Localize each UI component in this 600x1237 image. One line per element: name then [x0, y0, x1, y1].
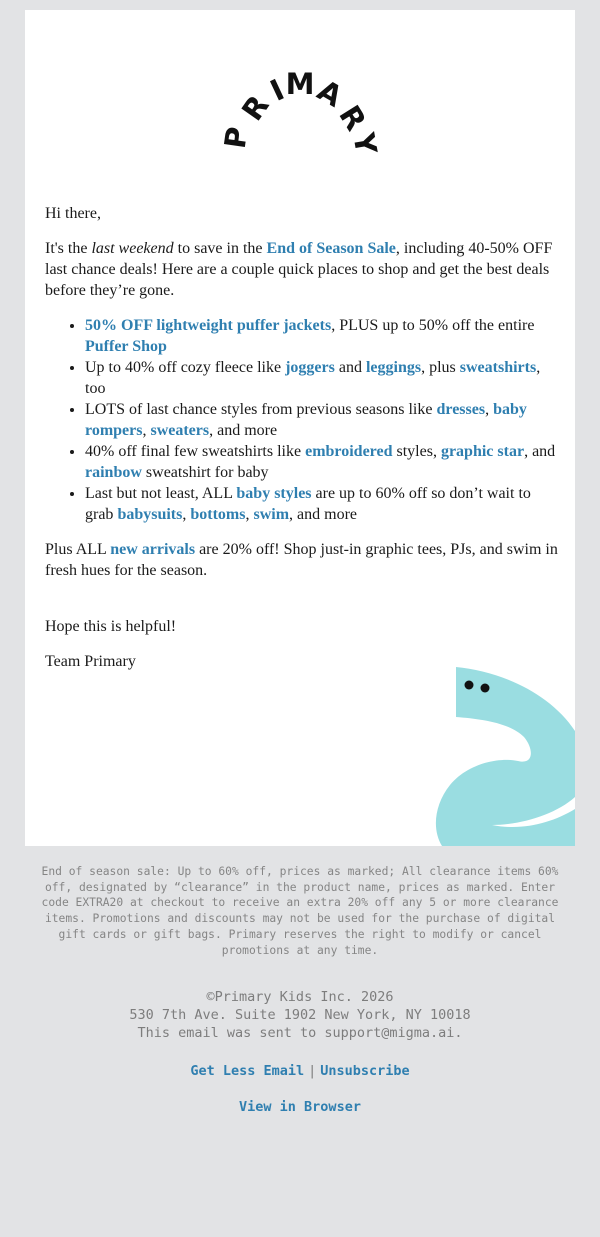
primary-logo[interactable] — [25, 10, 575, 190]
unsubscribe-link[interactable]: Unsubscribe — [320, 1063, 410, 1079]
greeting: Hi there, — [45, 205, 101, 222]
new-arrivals-link[interactable]: new arrivals — [110, 541, 196, 558]
babysuits-link[interactable]: babysuits — [117, 506, 183, 523]
leggings-link[interactable]: leggings — [365, 359, 422, 376]
copyright: ©Primary Kids Inc. 2026 — [206, 989, 394, 1005]
sweatshirts-link[interactable]: sweatshirts — [459, 359, 537, 376]
sweaters-link[interactable]: sweaters — [150, 422, 210, 439]
swim-link[interactable]: swim — [253, 506, 290, 523]
legal-disclaimer: End of season sale: Up to 60% off, prices as marked; All clearance items 60% off, designated by “clearance” in the product name, prices as marked. Enter code EXTRA20 at checkout to receive an extra 20% off any 5 or more clearance items. Promotions and discounts may not be used for the purchase of digital gift cards or gift bags. Primary reserves the right to modify or cancel promotions at any time. — [41, 865, 559, 957]
view-in-browser-link[interactable]: View in Browser — [239, 1099, 361, 1115]
logo-letter-m: M — [285, 67, 315, 101]
email-preferences — [25, 1062, 575, 1080]
list-item: • Last but not least, ALL baby styles are up to 60% off so don’t wait to grab babysuits, bottoms, swim, and more — [85, 483, 560, 525]
get-less-email-link[interactable]: Get Less Email — [190, 1063, 305, 1079]
view-in-browser — [25, 1098, 575, 1116]
email-card — [25, 10, 575, 846]
logo-letter-p: P — [217, 124, 255, 151]
company-address-block — [25, 988, 575, 1042]
last-weekend-emphasis: last weekend — [91, 240, 174, 257]
baby-rompers-link[interactable]: baby rompers — [85, 401, 527, 439]
logo-letter-r2: R — [332, 99, 374, 137]
eye-left — [465, 681, 474, 690]
end-of-season-sale-link[interactable]: End of Season Sale — [266, 240, 396, 257]
wave-mascot-illustration — [430, 665, 575, 846]
bottoms-link[interactable]: bottoms — [190, 506, 246, 523]
puffer-jackets-link[interactable]: 50% OFF lightweight puffer jackets — [85, 317, 332, 334]
deals-list — [45, 315, 560, 525]
company-address: 530 7th Ave. Suite 1902 New York, NY 10018 — [129, 1007, 471, 1023]
sent-to-notice: This email was sent to support@migma.ai. — [137, 1025, 463, 1041]
email-body — [45, 203, 560, 686]
list-item: • 50% OFF lightweight puffer jackets, PLUS up to 50% off the entire Puffer Shop — [85, 315, 560, 357]
link-separator: | — [308, 1063, 317, 1079]
list-item: • LOTS of last chance styles from previous seasons like dresses, baby rompers, sweaters, and more — [85, 399, 560, 441]
puffer-shop-link[interactable]: Puffer Shop — [85, 338, 167, 355]
rainbow-link[interactable]: rainbow — [85, 464, 142, 481]
closing-line: Hope this is helpful! — [45, 618, 177, 635]
logo-letter-r1: R — [235, 88, 276, 127]
new-arrivals-paragraph: Plus ALL new arrivals are 20% off! Shop just-in graphic tees, PJs, and swim in fresh hues for the season. — [45, 541, 558, 579]
logo-letter-y: Y — [346, 130, 384, 157]
embroidered-link[interactable]: embroidered — [305, 443, 393, 460]
list-item: • 40% off final few sweatshirts like embroidered styles, graphic star, and rainbow sweatshirt for baby — [85, 441, 560, 483]
joggers-link[interactable]: joggers — [285, 359, 335, 376]
signature: Team Primary — [45, 653, 136, 670]
logo-letter-a: A — [311, 72, 349, 114]
list-item: • Up to 40% off cozy fleece like joggers and leggings, plus sweatshirts, too — [85, 357, 560, 399]
logo-letter-i: I — [265, 72, 290, 108]
eye-right — [481, 684, 490, 693]
intro-paragraph: It's the last weekend to save in the End of Season Sale, including 40-50% OFF last chance deals! Here are a couple quick places to shop and get the best deals before they’re gone. — [45, 240, 553, 299]
graphic-star-link[interactable]: graphic star — [440, 443, 525, 460]
dresses-link[interactable]: dresses — [436, 401, 486, 418]
baby-styles-link[interactable]: baby styles — [236, 485, 312, 502]
